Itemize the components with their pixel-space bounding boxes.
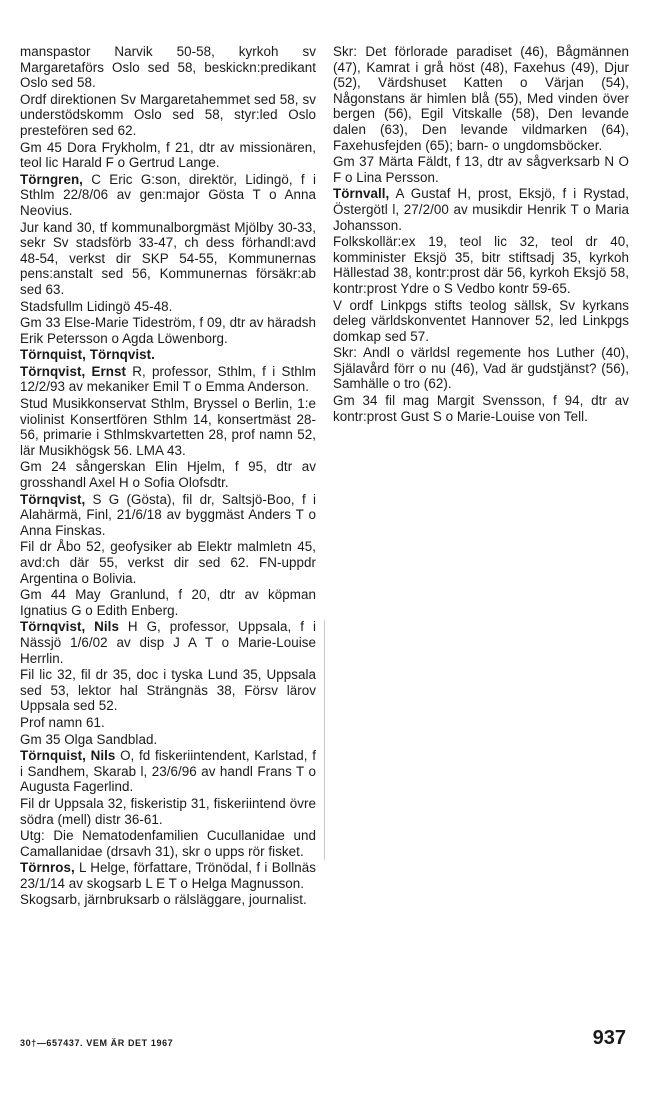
entry-text: Gm 33 Else-Marie Tideström, f 09, dtr av häradsh Erik Petersson o Agda Löwenborg. [20, 315, 316, 346]
entry-text: Gm 37 Märta Fäldt, f 13, dtr av sågverksarb N O F o Lina Persson. [333, 154, 629, 185]
entry-text: Skr: Det förlorade paradiset (46), Bågmännen (47), Kamrat i grå höst (48), Faxehus (49), Djur (52), Värdshuset Katten o Värjan (54), Någonstans är himlen blå (55), Med vinden över bergen (56), Egil Vitskalle (58), Den levande dalen (63), Den levande vildmarken (64), Faxehusfejden (65); barn- o ungdomsböcker. [333, 44, 629, 153]
entry-paragraph [333, 186, 629, 233]
entry-text: Skr: Andl o världsl regemente hos Luther (40), Själavård förr o nu (46), Vad är gudstjänst? (56), Samhälle o tro (62). [333, 345, 629, 392]
entry-paragraph [20, 619, 316, 666]
body-paragraph [333, 44, 629, 153]
entry-paragraph [20, 364, 316, 395]
body-paragraph [20, 667, 316, 714]
entry-text: R, professor, Sthlm, f i Sthlm 12/2/93 av mekaniker Emil T o Emma Anderson. [20, 363, 316, 395]
body-paragraph [20, 92, 316, 139]
entry-text: V ordf Linkpgs stifts teolog sällsk, Sv kyrkans deleg världskonventet Hannover 52, led Linkpgs domkap sed 57. [333, 297, 629, 344]
body-paragraph [333, 154, 629, 185]
entry-name: Törnquist, Nils [20, 748, 116, 764]
entry-text: Fil lic 32, fil dr 35, doc i tyska Lund 35, Uppsala sed 53, lektor hal Strängnäs 38, Försv lärov Uppsala sed 52. [20, 667, 316, 714]
entry-name: Törngren, [20, 171, 83, 187]
entry-name: Törnvall, [333, 186, 390, 202]
body-paragraph [20, 220, 316, 298]
body-paragraph [20, 715, 316, 731]
entry-text: A Gustaf H, prost, Eksjö, f i Rystad, Östergötl l, 27/2/00 av musikdir Henrik T o Maria Johansson. [333, 186, 629, 233]
body-paragraph [20, 732, 316, 748]
entry-text: Prof namn 61. [20, 714, 105, 730]
entry-text: Ordf direktionen Sv Margaretahemmet sed 58, sv understödskomm Oslo sed 58, styr:led Oslo prestefören sed 62. [20, 91, 316, 138]
entry-text: Gm 35 Olga Sandblad. [20, 731, 158, 747]
entry-paragraph [20, 748, 316, 795]
page-number: 937 [592, 1027, 626, 1049]
body-paragraph [333, 345, 629, 392]
body-paragraph [20, 587, 316, 618]
entry-name: Törnqvist, [20, 491, 86, 507]
entry-text: Skogsarb, järnbruksarb o rälsläggare, journalist. [20, 892, 307, 908]
body-paragraph [20, 396, 316, 458]
entry-paragraph [20, 860, 316, 891]
body-paragraph [333, 234, 629, 296]
column-divider [324, 620, 325, 860]
right-column [333, 44, 629, 425]
body-paragraph [20, 315, 316, 346]
left-column [20, 44, 316, 909]
entry-name: Törnros, [20, 860, 75, 876]
entry-text: Stud Musikkonservat Sthlm, Bryssel o Berlin, 1:e violinist Konsertfören Sthlm 14, konsertmäst 28-56, primarie i Sthlmskvartetten 28, prof namn 52, lär Musikhögsk 56. LMA 43. [20, 396, 316, 458]
entry-text: H G, professor, Uppsala, f i Nässjö 1/6/02 av disp J A T o Marie-Louise Herrlin. [20, 619, 316, 666]
body-paragraph [20, 140, 316, 171]
entry-text: S G (Gösta), fil dr, Saltsjö-Boo, f i Alahärmä, Finl, 21/6/18 av byggmäst Anders T o Anna Finskas. [20, 491, 316, 538]
entry-text: Gm 34 fil mag Margit Svensson, f 94, dtr av kontr:prost Gust S o Marie-Louise von Tell. [333, 393, 629, 424]
entry-text: Folkskollär:ex 19, teol lic 32, teol dr 40, komminister Eksjö 35, bitr stiftsadj 35, kyrkoh Hällestad 38, kontr:prost där 56, kyrkoh Eksjö 58, kontr:prost Ydre o S Vedbo kontr 59-65. [333, 234, 629, 296]
entry-text: Jur kand 30, tf kommunalborgmäst Mjölby 30-33, sekr Sv stadsförb 33-47, ch dess förhandl:avd 48-54, verkst dir SKP 54-55, Kommunernas pens:anstalt sed 56, Kommunernas försäkr:ab sed 63. [20, 219, 316, 297]
body-paragraph [20, 828, 316, 859]
entry-paragraph [20, 172, 316, 219]
entry-text: Fil dr Åbo 52, geofysiker ab Elektr malmletn 45, avd:ch där 55, verkst dir sed 62. FN-uppdr Argentina o Bolivia. [20, 539, 316, 586]
entry-text: Gm 44 May Granlund, f 20, dtr av köpman Ignatius G o Edith Enberg. [20, 587, 316, 618]
entry-name: Törnqvist, Ernst [20, 363, 126, 379]
entry-text: Gm 45 Dora Frykholm, f 21, dtr av missionären, teol lic Harald F o Gertrud Lange. [20, 139, 316, 171]
body-paragraph [333, 298, 629, 345]
body-paragraph [20, 44, 316, 91]
entry-paragraph [20, 347, 316, 363]
entry-text: Stadsfullm Lidingö 45-48. [20, 298, 173, 314]
entry-name: Törnquist, Törnqvist. [20, 347, 155, 363]
body-paragraph [333, 393, 629, 424]
entry-paragraph [20, 492, 316, 539]
body-paragraph [20, 459, 316, 490]
entry-text: O, fd fiskeriintendent, Karlstad, f i Sandhem, Skarab l, 23/6/96 av handl Frans T o Augusta Fagerlind. [20, 748, 317, 795]
entry-name: Törnqvist, Nils [20, 619, 119, 635]
body-paragraph [20, 299, 316, 315]
footer-print-code: 30†—657437. VEM ÄR DET 1967 [20, 1038, 174, 1048]
entry-text: Gm 24 sångerskan Elin Hjelm, f 95, dtr av grosshandl Axel H o Sofia Olofsdtr. [20, 459, 316, 491]
entry-text: Fil dr Uppsala 32, fiskeristip 31, fiskeriintend övre södra (mell) distr 36-61. [20, 795, 316, 827]
body-paragraph [20, 796, 316, 827]
body-paragraph [20, 539, 316, 586]
entry-text: C Eric G:son, direktör, Lidingö, f i Sthlm 22/8/06 av gen:major Gösta T o Anna Neovius. [20, 171, 316, 218]
entry-text: Utg: Die Nematodenfamilien Cucullanidae und Camallanidae (drsavh 31), skr o upps rör fisket. [20, 828, 316, 859]
body-paragraph [20, 892, 316, 908]
entry-text: manspastor Narvik 50-58, kyrkoh sv Margaretaförs Oslo sed 58, beskickn:predikant Oslo sed 58. [20, 44, 316, 91]
entry-text: L Helge, författare, Trönödal, f i Bollnäs 23/1/14 av skogsarb L E T o Helga Magnusson. [20, 860, 316, 891]
